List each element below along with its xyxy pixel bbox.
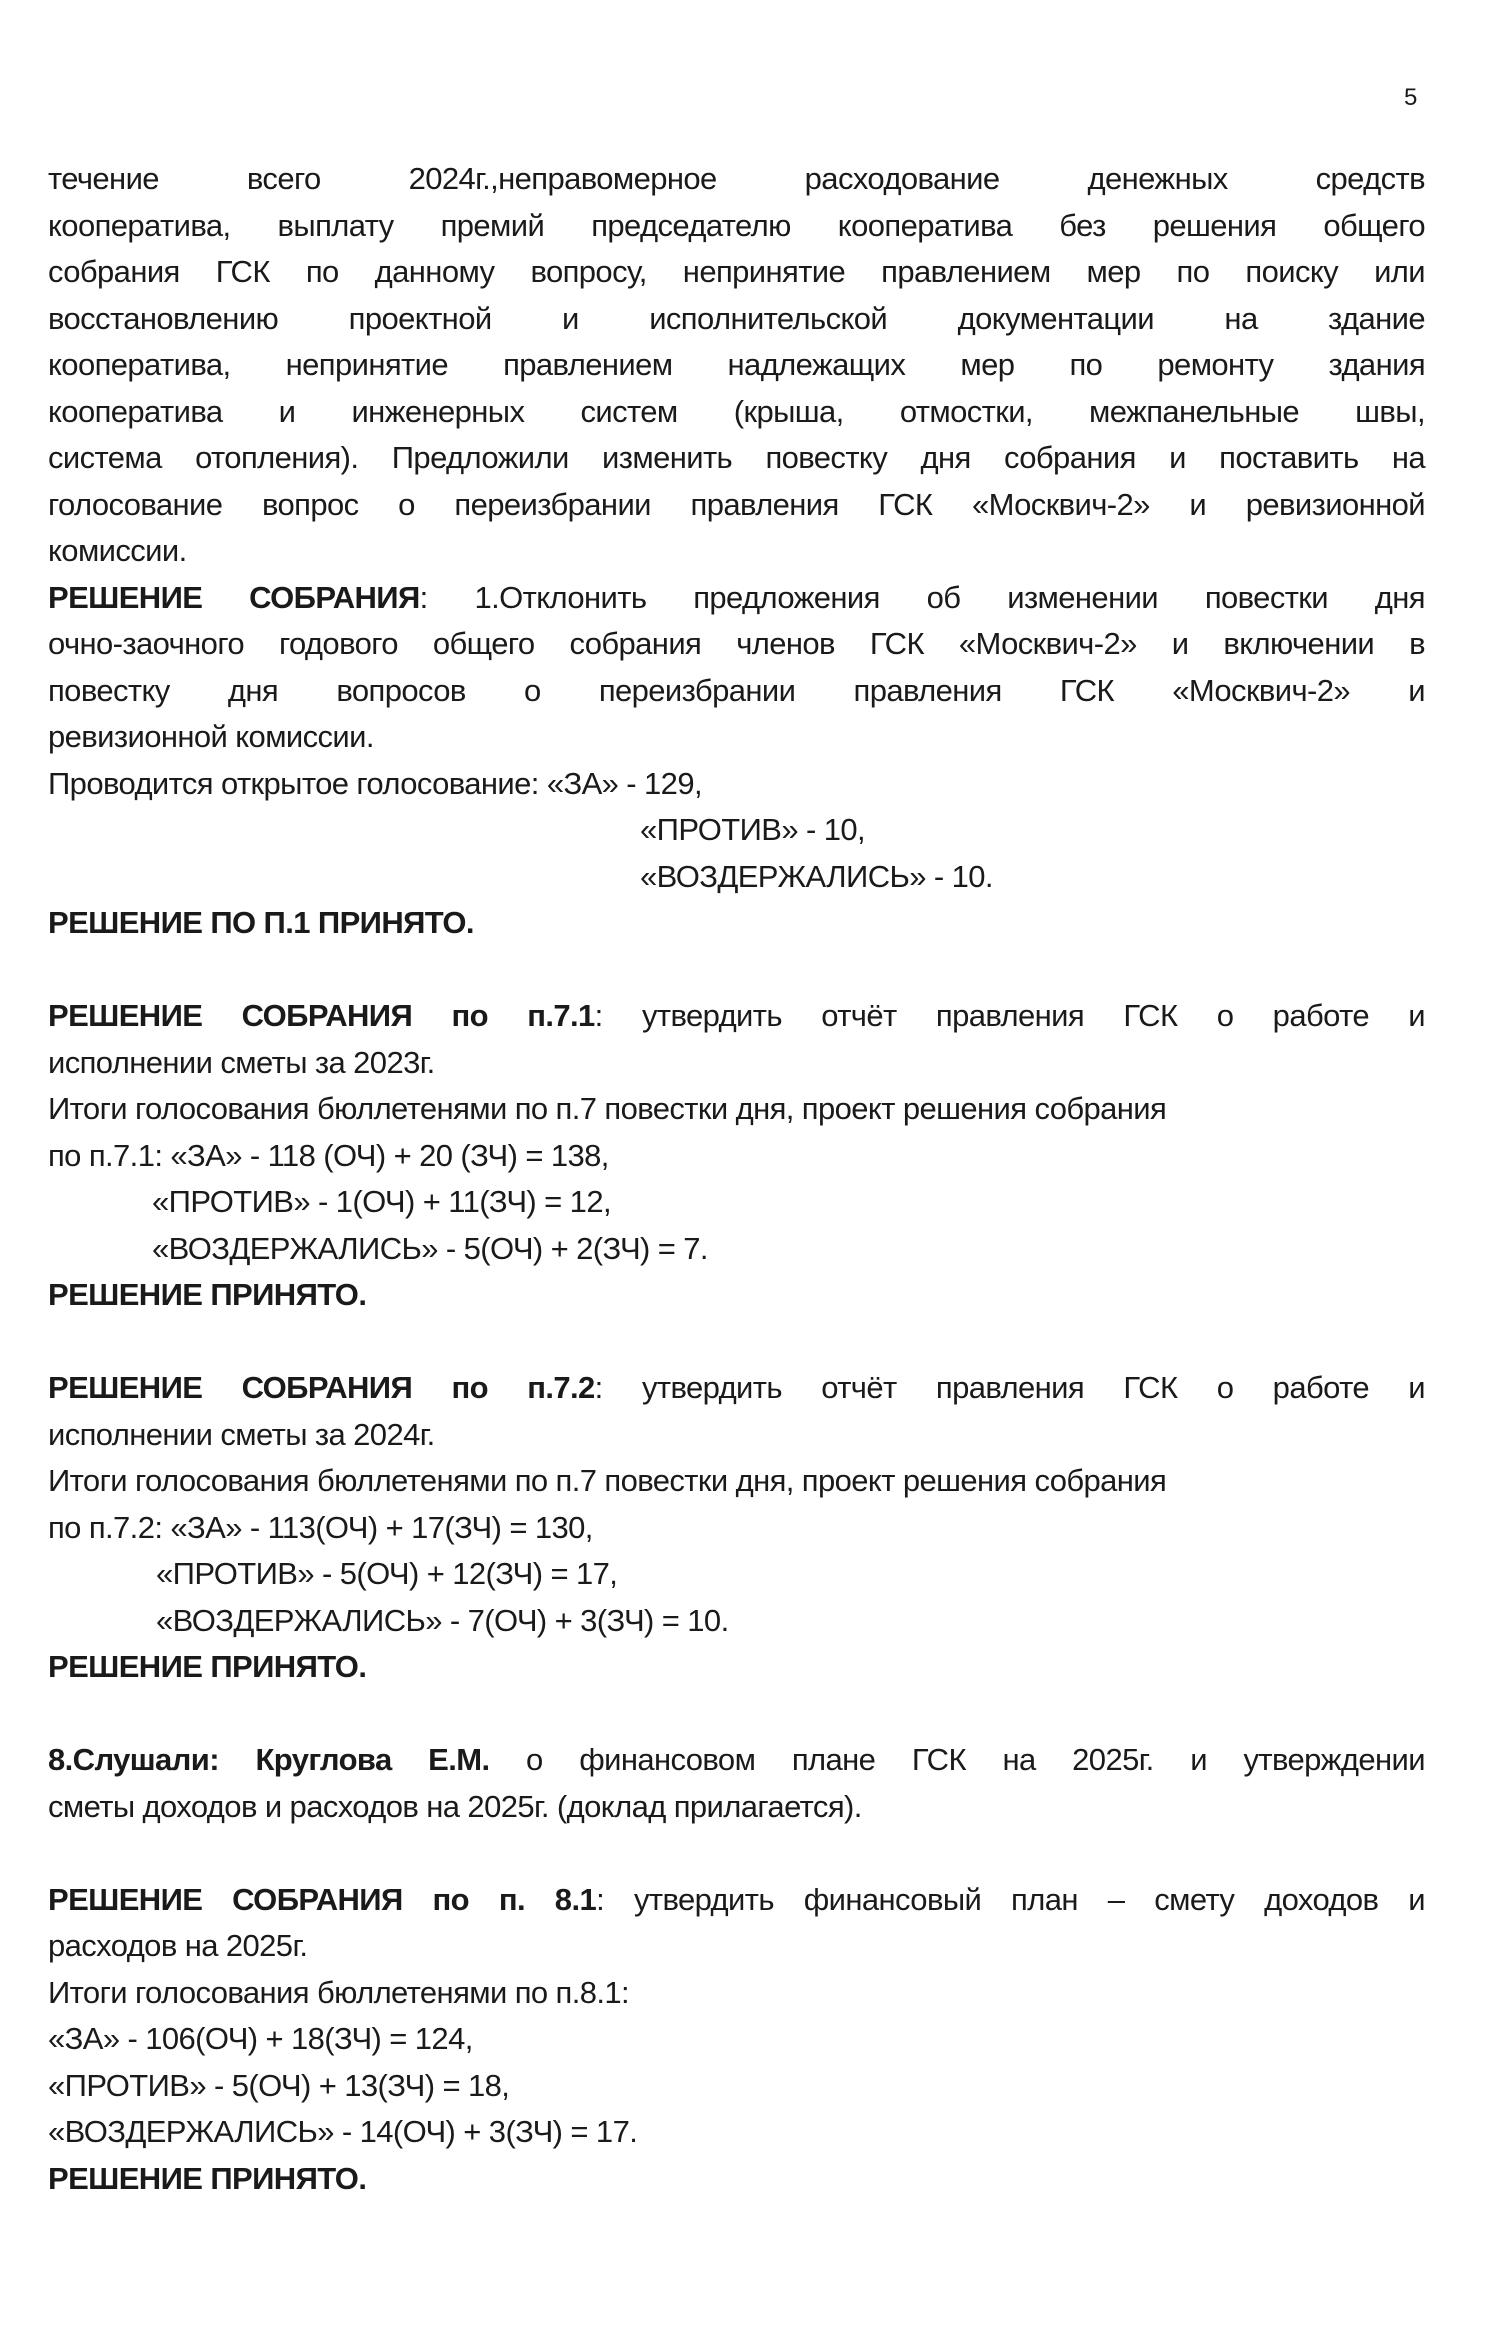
vote-for: «ЗА» - 129, — [546, 765, 702, 801]
vote-against: «ПРОТИВ» - 1(ОЧ) + 11(ЗЧ) = 12, — [152, 1184, 611, 1219]
document-body — [48, 156, 1425, 2202]
decision-1 — [48, 575, 1425, 947]
text-line — [48, 1877, 1425, 1924]
summary-line: Итоги голосования бюллетенями по п.8.1: — [48, 1974, 630, 2010]
decision-label: РЕШЕНИЕ СОБРАНИЯ по п.7.1 — [48, 998, 595, 1033]
text-line: течение всего 2024г.,неправомерное расходование денежных средств — [48, 161, 1425, 196]
text-line — [48, 993, 1425, 1040]
item-8 — [48, 1737, 1425, 1830]
text-line: восстановлению проектной и исполнительской документации на здание — [48, 300, 1425, 336]
vote-against: «ПРОТИВ» - 5(ОЧ) + 13(ЗЧ) = 18, — [48, 2067, 510, 2103]
text-line — [48, 575, 1425, 622]
decision-label: РЕШЕНИЕ СОБРАНИЯ по п.7.2 — [48, 1370, 595, 1405]
text-line: кооператива и инженерных систем (крыша, отмостки, межпанельные швы, — [48, 393, 1425, 429]
decision-result: РЕШЕНИЕ ПРИНЯТО. — [48, 1649, 367, 1684]
item-text: о финансовом плане ГСК на 2025г. и утверждении — [489, 1742, 1425, 1777]
item-label: 8.Слушали: Круглова Е.М. — [48, 1742, 490, 1777]
vote-intro: Проводится открытое голосование: — [48, 765, 547, 801]
vote-for: по п.7.1: «ЗА» - 118 (ОЧ) + 20 (ЗЧ) = 138, — [48, 1137, 609, 1173]
vote-abstain: «ВОЗДЕРЖАЛИСЬ» - 10. — [640, 858, 993, 894]
text-line: ревизионной комиссии. — [48, 719, 374, 754]
decision-8-1 — [48, 1877, 1425, 2203]
decision-text: : утвердить отчёт правления ГСК о работе и — [594, 998, 1425, 1033]
text-line: расходов на 2025г. — [48, 1928, 308, 1963]
vote-against: «ПРОТИВ» - 5(ОЧ) + 12(ЗЧ) = 17, — [156, 1556, 618, 1591]
text-line: сметы доходов и расходов на 2025г. (доклад прилагается). — [48, 1788, 862, 1824]
vote-abstain: «ВОЗДЕРЖАЛИСЬ» - 5(ОЧ) + 2(ЗЧ) = 7. — [152, 1230, 708, 1266]
text-line: комиссии. — [48, 533, 187, 568]
decision-label: РЕШЕНИЕ СОБРАНИЯ — [48, 579, 420, 615]
decision-label: РЕШЕНИЕ СОБРАНИЯ по п. 8.1 — [48, 1881, 597, 1917]
vote-abstain: «ВОЗДЕРЖАЛИСЬ» - 14(ОЧ) + 3(ЗЧ) = 17. — [48, 2114, 638, 2149]
text-line: собрания ГСК по данному вопросу, непринятие правлением мер по поиску или — [48, 254, 1425, 289]
page-number: 5 — [1404, 84, 1418, 111]
summary-line: Итоги голосования бюллетенями по п.7 повестки дня, проект решения собрания — [48, 1463, 1167, 1498]
text-line: система отопления). Предложили изменить повестку дня собрания и поставить на — [48, 440, 1425, 475]
decision-text: : утвердить отчёт правления ГСК о работе и — [594, 1370, 1425, 1405]
text-line — [48, 1737, 1425, 1784]
decision-result: РЕШЕНИЕ ПРИНЯТО. — [48, 2160, 367, 2196]
spacer — [48, 1830, 1425, 1877]
text-line: исполнении сметы за 2024г. — [48, 1416, 435, 1452]
text-line — [48, 1365, 1425, 1412]
vote-for: «ЗА» - 106(ОЧ) + 18(ЗЧ) = 124, — [48, 2021, 473, 2056]
text-line: повестку дня вопросов о переизбрании правления ГСК «Москвич-2» и — [48, 672, 1425, 708]
decision-text: : утвердить финансовый план – смету доходов и — [596, 1881, 1425, 1917]
vote-line — [48, 761, 1425, 808]
decision-result: РЕШЕНИЕ ПО П.1 ПРИНЯТО. — [48, 905, 474, 940]
decision-result: РЕШЕНИЕ ПРИНЯТО. — [48, 1277, 367, 1312]
text-line: голосование вопрос о переизбрании правления ГСК «Москвич-2» и ревизионной — [48, 486, 1425, 522]
text-line: кооператива, выплату премий председателю кооператива без решения общего — [48, 207, 1425, 243]
decision-7-1 — [48, 993, 1425, 1319]
summary-line: Итоги голосования бюллетенями по п.7 повестки дня, проект решения собрания — [48, 1091, 1167, 1126]
decision-7-2 — [48, 1365, 1425, 1691]
text-line: исполнении сметы за 2023г. — [48, 1044, 435, 1080]
vote-abstain: «ВОЗДЕРЖАЛИСЬ» - 7(ОЧ) + 3(ЗЧ) = 10. — [156, 1602, 729, 1638]
spacer — [48, 1319, 1425, 1366]
text-line: очно-заочного годового общего собрания членов ГСК «Москвич-2» и включении в — [48, 626, 1425, 661]
vote-for: по п.7.2: «ЗА» - 113(ОЧ) + 17(ЗЧ) = 130, — [48, 1509, 593, 1545]
decision-text: : 1.Отклонить предложения об изменении повестки дня — [419, 579, 1425, 615]
vote-against: «ПРОТИВ» - 10, — [640, 812, 866, 847]
text-line: кооператива, непринятие правлением надлежащих мер по ремонту здания — [48, 347, 1425, 382]
intro-paragraph — [48, 156, 1425, 575]
spacer — [48, 947, 1425, 994]
spacer — [48, 1691, 1425, 1738]
